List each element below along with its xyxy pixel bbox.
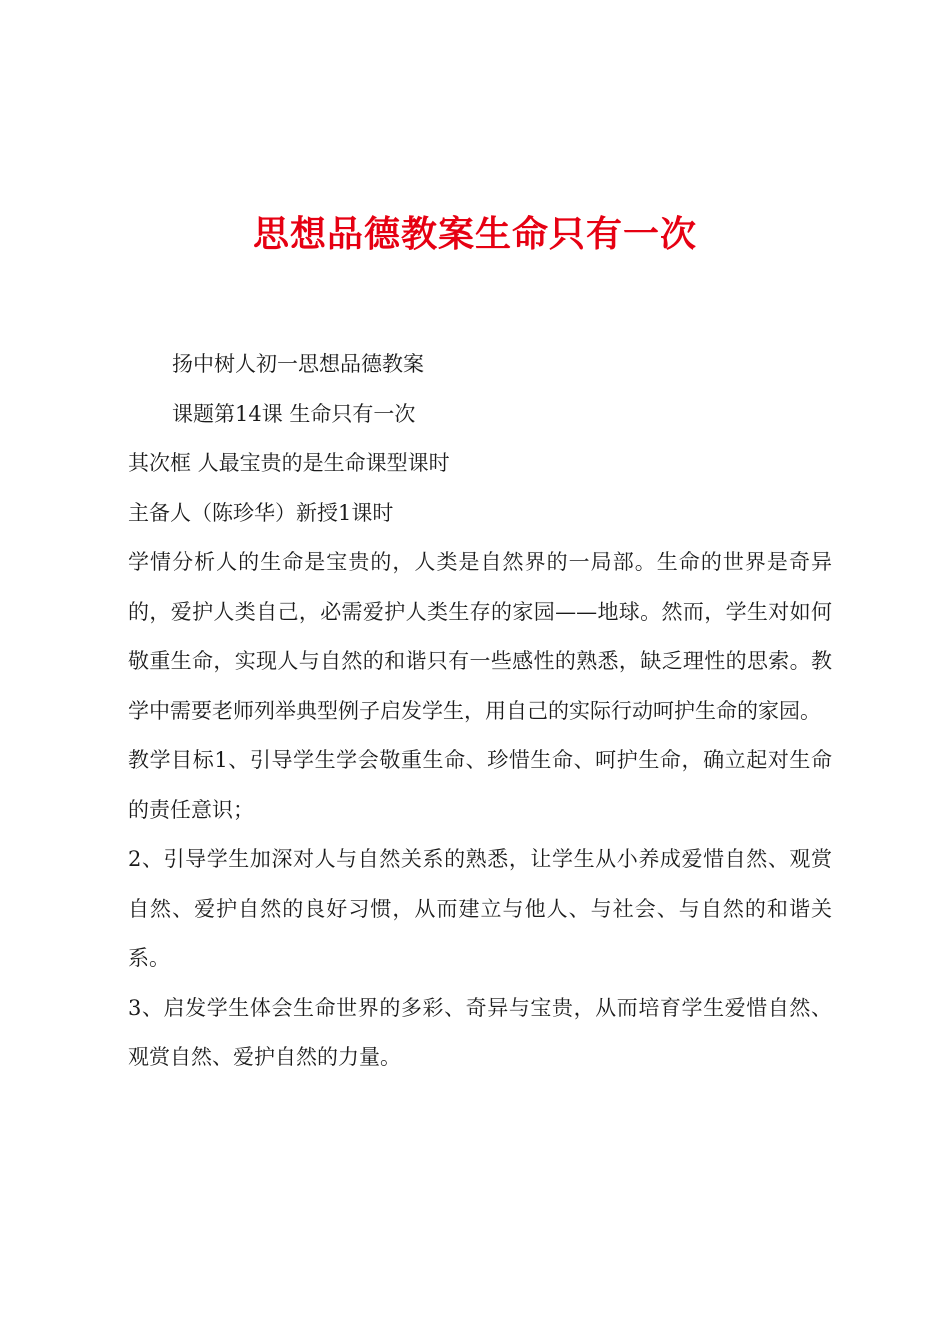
document-title: 思想品德教案生命只有一次: [252, 213, 697, 255]
goal-paragraph-1: 教学目标1、引导学生学会敬重生命、珍惜生命、呵护生命，确立起对生命的责任意识；: [128, 748, 832, 822]
section-line: 其次框 人最宝贵的是生命课型课时: [128, 451, 450, 475]
school-line: 扬中树人初一思想品德教案: [172, 352, 424, 376]
document-body: [128, 340, 832, 1083]
analysis-paragraph: 学情分析人的生命是宝贵的，人类是自然界的一局部。生命的世界是奇异的，爱护人类自己，必需爱护人类生存的家园——地球。然而，学生对如何敬重生命，实现人与自然的和谐只有一些感性的熟悉，缺乏理性的思索。教学中需要老师列举典型例子启发学生，用自己的实际行动呵护生命的家园。: [128, 550, 832, 723]
lesson-topic-line: 课题第14课 生命只有一次: [172, 401, 416, 426]
goal-paragraph-3: 3、启发学生体会生命世界的多彩、奇异与宝贵，从而培育学生爱惜自然、观赏自然、爱护自然的力量。: [128, 995, 832, 1069]
preparer-line: 主备人（陈珍华）新授1课时: [128, 500, 394, 525]
goal-paragraph-2: 2、引导学生加深对人与自然关系的熟悉，让学生从小养成爱惜自然、观赏自然、爱护自然的良好习惯，从而建立与他人、与社会、与自然的和谐关系。: [128, 847, 832, 970]
